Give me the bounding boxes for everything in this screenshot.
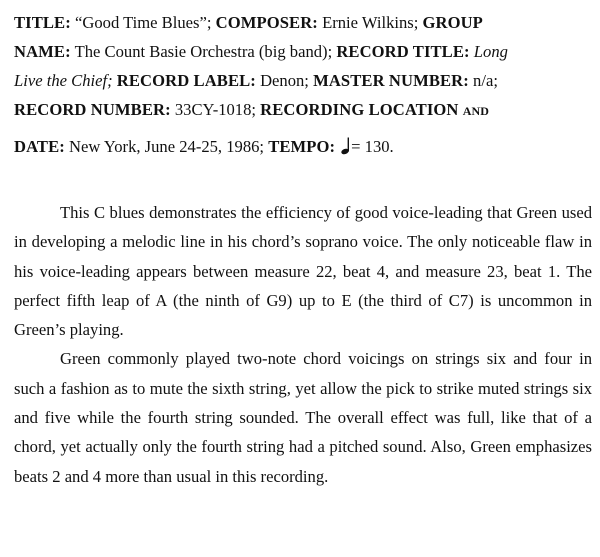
field-value: Ernie Wilkins; xyxy=(317,13,423,32)
field-label: NAME: xyxy=(14,42,71,61)
field-value: The Count Basie Orchestra (big band); xyxy=(70,42,337,61)
paragraph-1: This C blues demonstrates the efficiency of good voice-leading that Green used in developing a melodic line in his chord’s soprano voice. The only noticeable flaw in his voice-leading appears between measure 22, beat 4, and measure 23, beat 1. The perfect fifth leap of A (the ninth of G9) up to E (the third of C7) is uncommon in Green’s playing. xyxy=(14,203,592,340)
metadata-line-1 xyxy=(14,8,594,37)
field-label: RECORD NUMBER: xyxy=(14,100,171,119)
quarter-note-icon xyxy=(341,137,351,155)
tempo-value: = 130. xyxy=(351,137,394,156)
field-value: New York, June 24-25, 1986; xyxy=(64,137,269,156)
paragraph-2: Green commonly played two-note chord voicings on strings six and four in such a fashion as to mute the sixth string, yet allow the pick to strike muted strings six and five while the fourth string sounded. The overall effect was full, like that of a chord, yet actually only the fourth string had a pitched sound. Also, Green emphasizes beats 2 and 4 more than usual in this recording. xyxy=(14,349,592,486)
metadata-line-5-text xyxy=(14,137,335,156)
field-label: RECORDING LOCATION and xyxy=(260,100,490,119)
field-value: 33CY-1018; xyxy=(170,100,261,119)
metadata-line-3 xyxy=(14,66,594,95)
metadata-line-4 xyxy=(14,95,594,124)
italic-title-text: Live the Chief; xyxy=(14,71,113,90)
field-label: DATE: xyxy=(14,137,65,156)
body-text xyxy=(14,198,592,491)
field-value: n/a; xyxy=(468,71,498,90)
field-label: COMPOSER: xyxy=(215,13,318,32)
field-label: GROUP xyxy=(422,13,483,32)
field-value: “Good Time Blues”; xyxy=(70,13,216,32)
italic-title-text: Long xyxy=(469,42,508,61)
metadata-line-2 xyxy=(14,37,594,66)
field-label: TEMPO: xyxy=(268,137,336,156)
field-label: RECORD TITLE: xyxy=(336,42,470,61)
metadata-line-5 xyxy=(14,132,594,161)
field-label: RECORD LABEL: xyxy=(116,71,256,90)
field-label: TITLE: xyxy=(14,13,71,32)
field-label: MASTER NUMBER: xyxy=(313,71,469,90)
recording-metadata xyxy=(14,8,594,161)
field-value: Denon; xyxy=(255,71,314,90)
